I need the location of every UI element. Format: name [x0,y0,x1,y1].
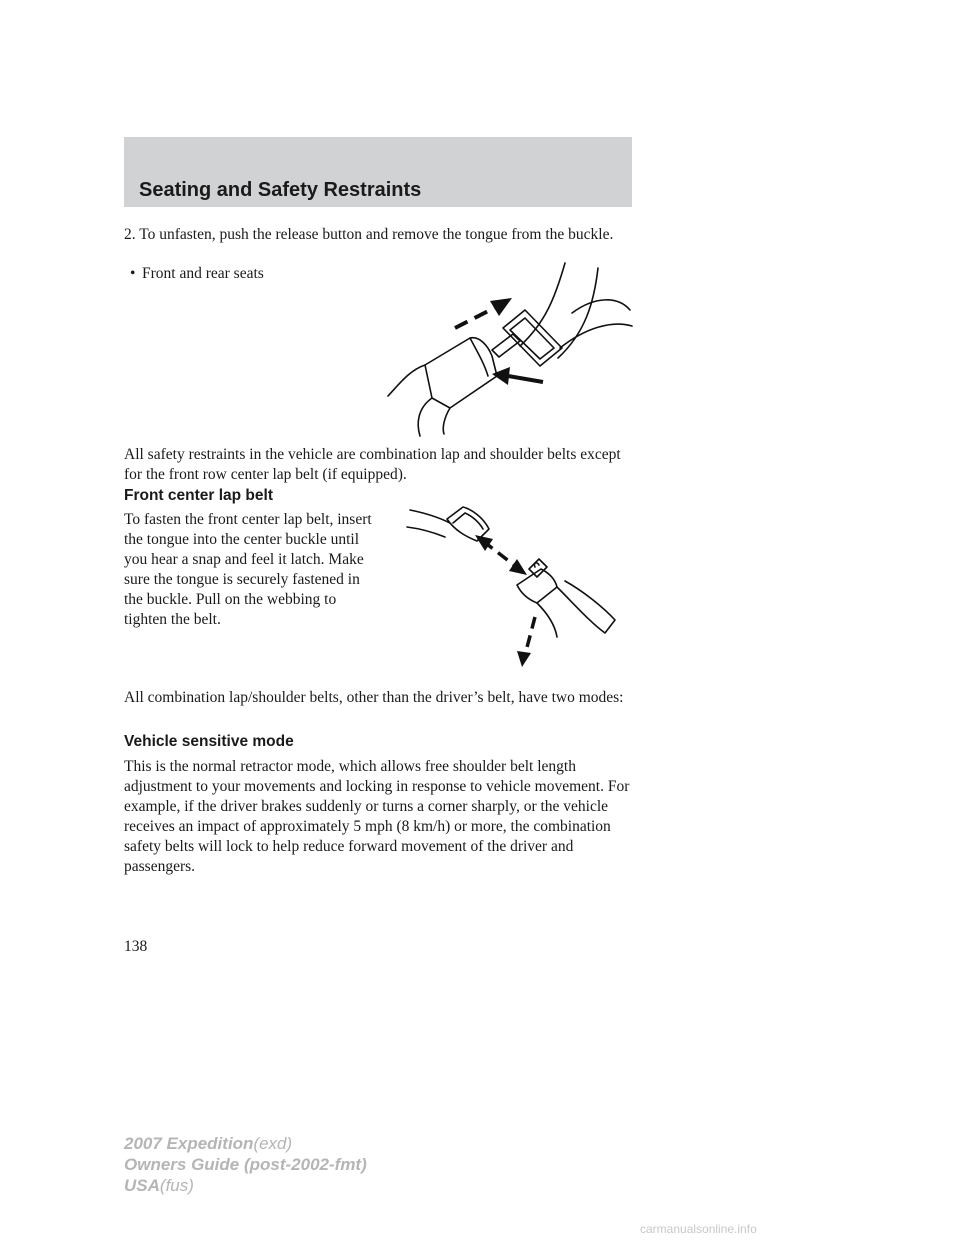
site-watermark: carmanualsonline.info [640,1222,757,1236]
bullet-item-label: Front and rear seats [142,265,264,282]
footer-model-code: (exd) [253,1134,293,1153]
center-lap-belt-illustration [405,495,635,670]
tongue-plate [447,507,489,541]
footer-guide-format: Owners Guide (post-2002-fmt) [124,1155,367,1174]
section-title: Seating and Safety Restraints [139,179,422,201]
paragraph-restraint-types: All safety restraints in the vehicle are combination lap and shoulder belts except for the front row center lap belt (if equipped). [124,446,621,483]
buckle-webbing [537,581,615,637]
release-button-arrow [492,367,543,385]
paragraph-vehicle-sensitive-mode: This is the normal retractor mode, which allows free shoulder belt length adjustment to your movements and locking in response to vehicle movement. For example, if the driver brakes suddenly or turns a corner sharply, or the vehicle receives an impact of approximately 5 mph (8 km/h) or more, the combination safety belts will lock to help reduce forward movement of the driver and passengers. [124,758,630,875]
heading-vehicle-sensitive-mode: Vehicle sensitive mode [124,733,294,750]
heading-front-center-lap-belt: Front center lap belt [124,487,273,504]
document-footer [124,1133,367,1196]
paragraph-fasten-lap-belt: To fasten the front center lap belt, insert the tongue into the center buckle until you hear a snap and feel it latch. Make sure the tongue is securely fastened in the buckle. Pull on the webbing to tighten the belt. [124,511,372,628]
connect-direction-arrow [475,535,527,575]
lap-belt-webbing [560,300,632,348]
shoulder-belt-webbing [520,263,598,358]
lap-belt-webbing [407,510,450,537]
paragraph-belt-modes: All combination lap/shoulder belts, other than the driver’s belt, have two modes: [124,689,624,706]
paragraph-unfasten: 2. To unfasten, push the release button and remove the tongue from the buckle. [124,226,614,243]
section-header-band [124,137,632,207]
footer-market: USA [124,1176,160,1195]
footer-model: 2007 Expedition [124,1134,254,1153]
pull-direction-arrow [517,617,535,667]
buckle-release-illustration [380,258,640,438]
tongue-plate [503,310,562,366]
tongue-slot [492,334,520,357]
insert-direction-arrow [455,298,512,328]
page-number: 138 [124,938,148,955]
bullet-item-front-rear-seats [130,265,264,283]
footer-market-code: (fus) [159,1176,194,1195]
bullet-dot-icon: • [130,265,136,282]
